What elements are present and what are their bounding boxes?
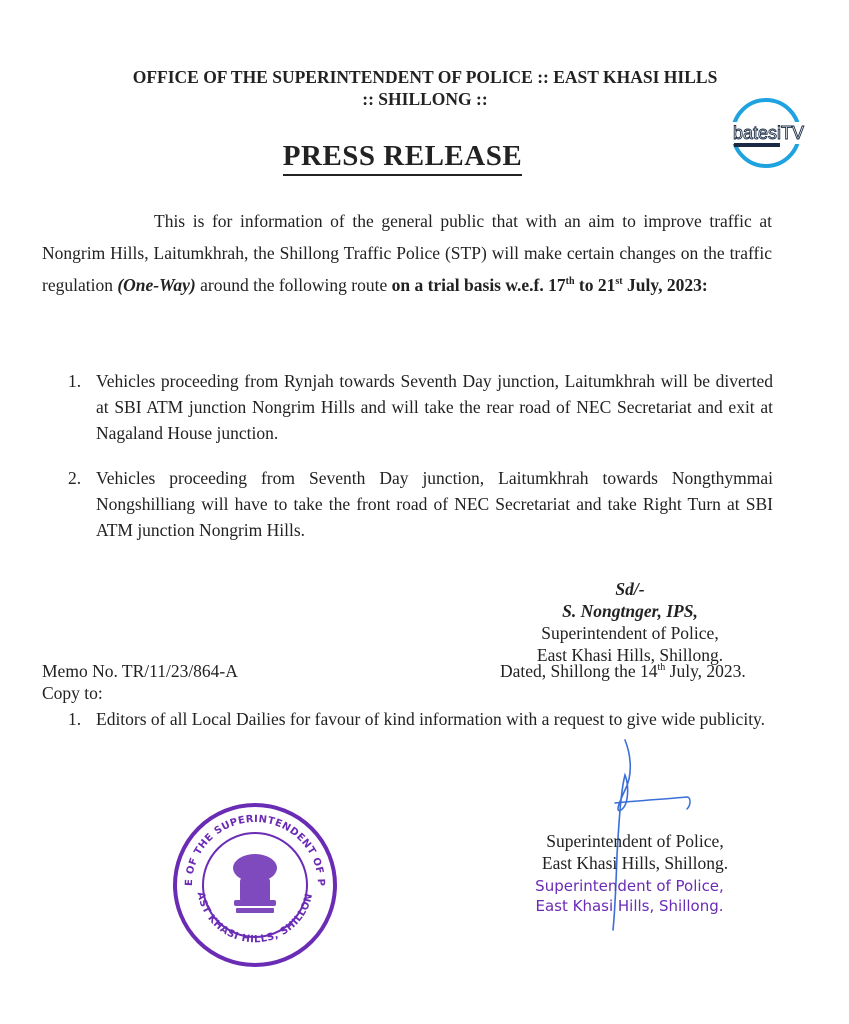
header-line-1: OFFICE OF THE SUPERINTENDENT OF POLICE :: EAST KHASI HILLS xyxy=(132,67,718,87)
office-seal xyxy=(170,800,340,975)
signatory-place: East Khasi Hills, Shillong. xyxy=(536,645,724,665)
page-title xyxy=(0,140,805,173)
dated-line: Dated, Shillong the 14th July, 2023. xyxy=(500,661,746,681)
copy-item-number: 1. xyxy=(68,709,82,729)
signature-block xyxy=(470,578,790,666)
trial-dates: on a trial basis w.e.f. 17th to 21st July, 2023: xyxy=(391,275,708,295)
copy-item-text: Editors of all Local Dailies for favour of kind information with a request to give wide publicity. xyxy=(96,709,766,729)
logo-text: batesiTV xyxy=(733,123,805,143)
one-way-label: (One-Way) xyxy=(117,275,196,295)
seal-bottom-text: AST KHASI HILLS, SHILLON xyxy=(194,891,316,946)
emblem-icon xyxy=(233,854,277,913)
stamp-line-2: East Khasi Hills, Shillong. xyxy=(535,897,724,915)
copy-item xyxy=(68,708,773,730)
memo-number: Memo No. TR/11/23/864-A xyxy=(42,661,238,681)
bottom-designation-line-1: Superintendent of Police, xyxy=(546,831,724,851)
bottom-designation xyxy=(515,830,755,874)
intro-part-1: This is for information of the general public that with an aim to improve traffic at Nongrim Hills, Laitumkhrah, the Shillong Traffic Police (STP) will make certain changes on the traffic regulation xyxy=(42,211,772,295)
sd-mark: Sd/- xyxy=(615,579,645,599)
signatory-designation: Superintendent of Police, xyxy=(541,623,719,643)
office-header xyxy=(40,66,810,110)
designation-stamp xyxy=(512,876,747,916)
signatory-name: S. Nongtnger, IPS, xyxy=(562,601,698,621)
copy-to-label: Copy to: xyxy=(42,683,103,703)
list-item xyxy=(68,465,773,543)
list-item-text: Vehicles proceeding from Rynjah towards Seventh Day junction, Laitumkhrah will be diverted at SBI ATM junction Nongrim Hills and will take the rear road of NEC Secretariat and exit at Nagaland House junction. xyxy=(96,371,773,443)
list-item-text: Vehicles proceeding from Seventh Day junction, Laitumkhrah towards Nongthymmai Nongshilliang will have to take the front road of NEC Secretariat and take Right Turn at SBI ATM junction Nongrim Hills. xyxy=(96,468,773,540)
list-item-number: 2. xyxy=(68,468,82,488)
title-text: PRESS RELEASE xyxy=(283,140,522,176)
intro-part-2: around the following route xyxy=(195,275,392,295)
intro-paragraph xyxy=(42,205,772,301)
header-line-2: :: SHILLONG :: xyxy=(362,89,488,109)
bottom-designation-line-2: East Khasi Hills, Shillong. xyxy=(541,853,729,873)
list-item xyxy=(68,368,773,446)
list-item-number: 1. xyxy=(68,371,82,391)
stamp-line-1: Superintendent of Police, xyxy=(535,877,724,895)
seal-top-text: E OF THE SUPERINTENDENT OF P xyxy=(183,813,327,887)
